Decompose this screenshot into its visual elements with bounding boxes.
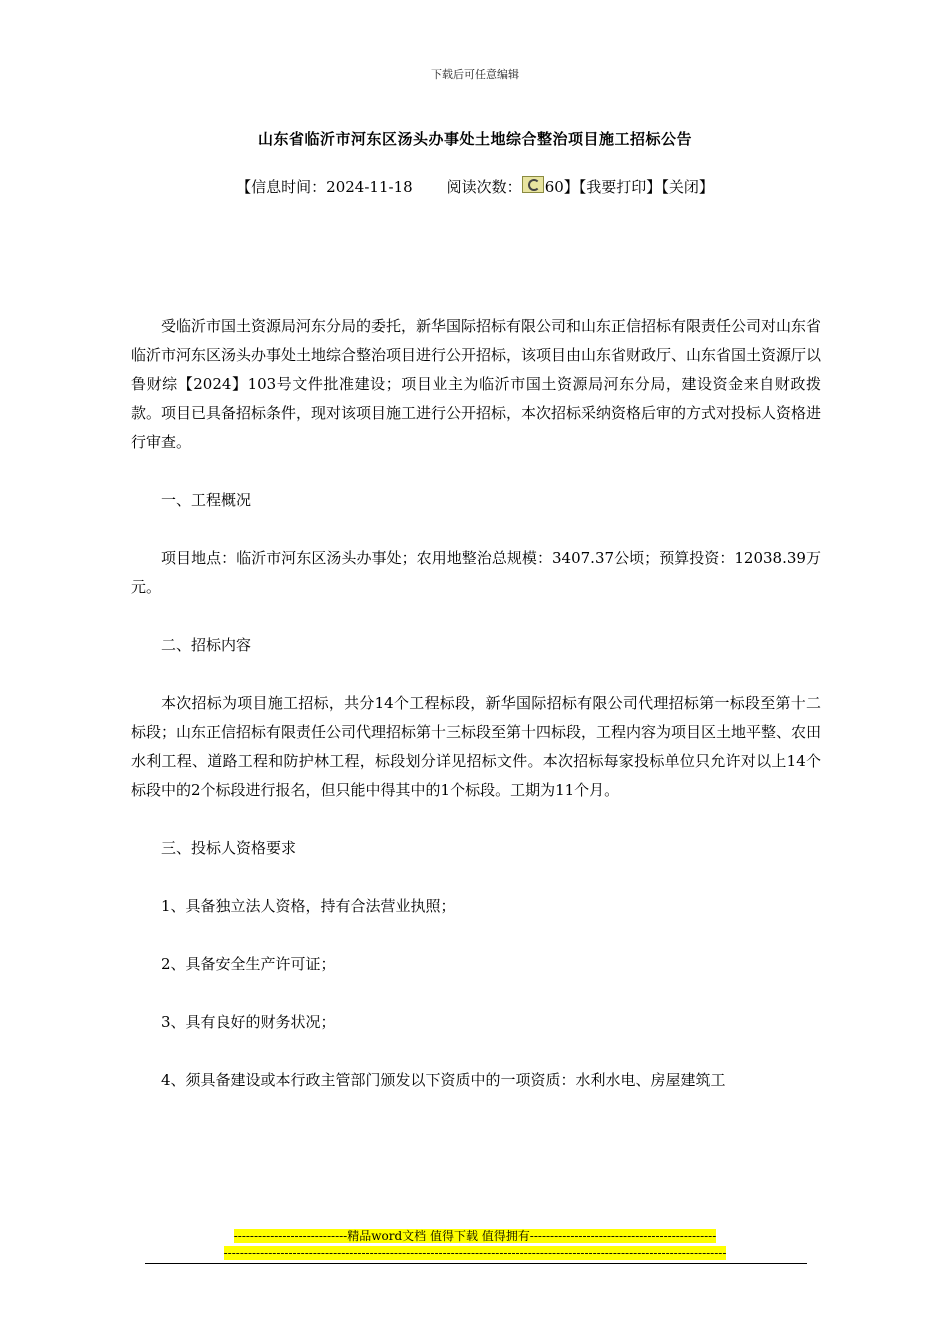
list-item: 4、须具备建设或本行政主管部门颁发以下资质中的一项资质：水利水电、房屋建筑工 [161, 1071, 726, 1089]
section-heading-qualifications: 三、投标人资格要求 [161, 839, 297, 857]
close-link[interactable]: 【关闭】 [661, 178, 714, 196]
list-item: 2、具备安全生产许可证； [161, 955, 336, 973]
section-heading-content: 二、招标内容 [161, 636, 252, 654]
page-title: 山东省临沂市河东区汤头办事处土地综合整治项目施工招标公告 [257, 130, 692, 148]
footer-banner [0, 1228, 950, 1262]
meta-line [0, 176, 950, 197]
footer-line-2: ---------------------------------------------------------------------------------------------------------------------------- [223, 1246, 727, 1260]
document-body [131, 312, 821, 1124]
paragraph-content: 本次招标为项目施工招标，共分14个工程标段，新华国际招标有限公司代理招标第一标段至第十二标段；山东正信招标有限责任公司代理招标第十三标段至第十四标段，工程内容为项目区土地平整、农田水利工程、道路工程和防护林工程，标段划分详见招标文件。本次招标每家投标单位只允许对以上14个标段中的2个标段进行报名，但只能中得其中的1个标段。工期为11个月。 [131, 694, 822, 799]
footer-line-1: ----------------------------精品word文档 值得下载 值得拥有---------------------------------------------- [233, 1229, 717, 1243]
info-time: 【信息时间：2024-11-18 [236, 178, 413, 196]
paragraph-overview: 项目地点：临沂市河东区汤头办事处；农用地整治总规模：3407.37公顷；预算投资：12038.39万元。 [131, 549, 821, 596]
paragraph-intro: 受临沂市国土资源局河东分局的委托，新华国际招标有限公司和山东正信招标有限责任公司对山东省临沂市河东区汤头办事处土地综合整治项目进行公开招标，该项目由山东省财政厅、山东省国土资源厅以鲁财综【2024】103号文件批准建设；项目业主为临沂市国土资源局河东分局，建设资金来自财政拨款。项目已具备招标条件，现对该项目施工进行公开招标，本次招标采纳资格后审的方式对投标人资格进行审查。 [131, 317, 822, 451]
read-counter-icon [522, 176, 544, 193]
header-note: 下载后可任意编辑 [431, 68, 519, 81]
section-heading-overview: 一、工程概况 [161, 491, 252, 509]
print-link[interactable]: 【我要打印】 [578, 178, 662, 196]
read-count-value: 60 [544, 178, 564, 196]
footer-divider [145, 1263, 807, 1264]
list-item: 1、具备独立法人资格，持有合法营业执照； [161, 897, 456, 915]
list-item: 3、具有良好的财务状况； [161, 1013, 336, 1031]
meta-bracket-close: 】 [563, 178, 579, 196]
read-count-label: 阅读次数： [446, 178, 522, 196]
